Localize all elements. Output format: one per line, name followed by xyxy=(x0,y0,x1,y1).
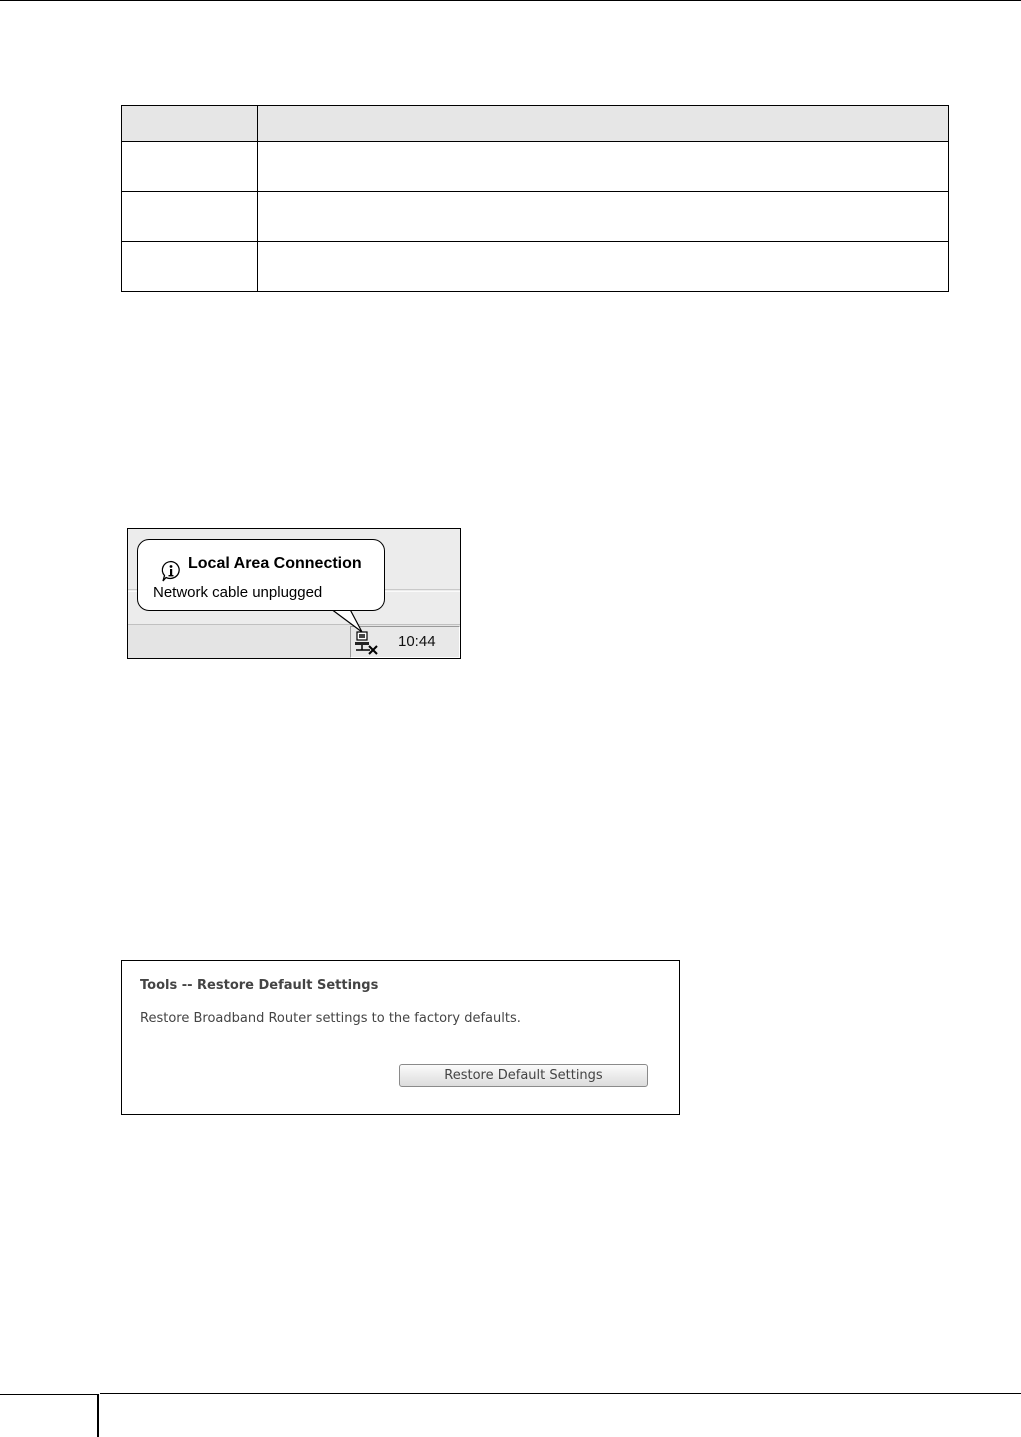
info-icon xyxy=(160,560,182,582)
balloon-message: Network cable unplugged xyxy=(153,584,323,601)
table-header-cell xyxy=(122,106,258,142)
table-cell xyxy=(258,192,949,242)
panel-title: Tools -- Restore Default Settings xyxy=(140,978,379,993)
notification-balloon[interactable] xyxy=(137,539,385,611)
table-row xyxy=(122,192,949,242)
restore-default-settings-button[interactable]: Restore Default Settings xyxy=(399,1064,648,1087)
system-tray-screenshot xyxy=(127,528,461,659)
balloon-title: Local Area Connection xyxy=(188,555,362,572)
table-cell xyxy=(122,192,258,242)
table-row xyxy=(122,242,949,292)
table-header-row xyxy=(122,106,949,142)
document-table xyxy=(121,105,949,292)
page-number-box xyxy=(0,1394,99,1437)
table-cell xyxy=(122,242,258,292)
table-cell xyxy=(258,242,949,292)
restore-default-panel xyxy=(121,960,680,1115)
footer-rule xyxy=(100,1393,1021,1394)
network-disconnected-icon[interactable] xyxy=(354,629,380,655)
table-cell xyxy=(258,142,949,192)
table-cell xyxy=(122,142,258,192)
header-rule xyxy=(0,0,1021,1)
panel-description: Restore Broadband Router settings to the factory defaults. xyxy=(140,1011,521,1026)
table-header-cell xyxy=(258,106,949,142)
tray-clock[interactable]: 10:44 xyxy=(398,633,436,650)
table-row xyxy=(122,142,949,192)
